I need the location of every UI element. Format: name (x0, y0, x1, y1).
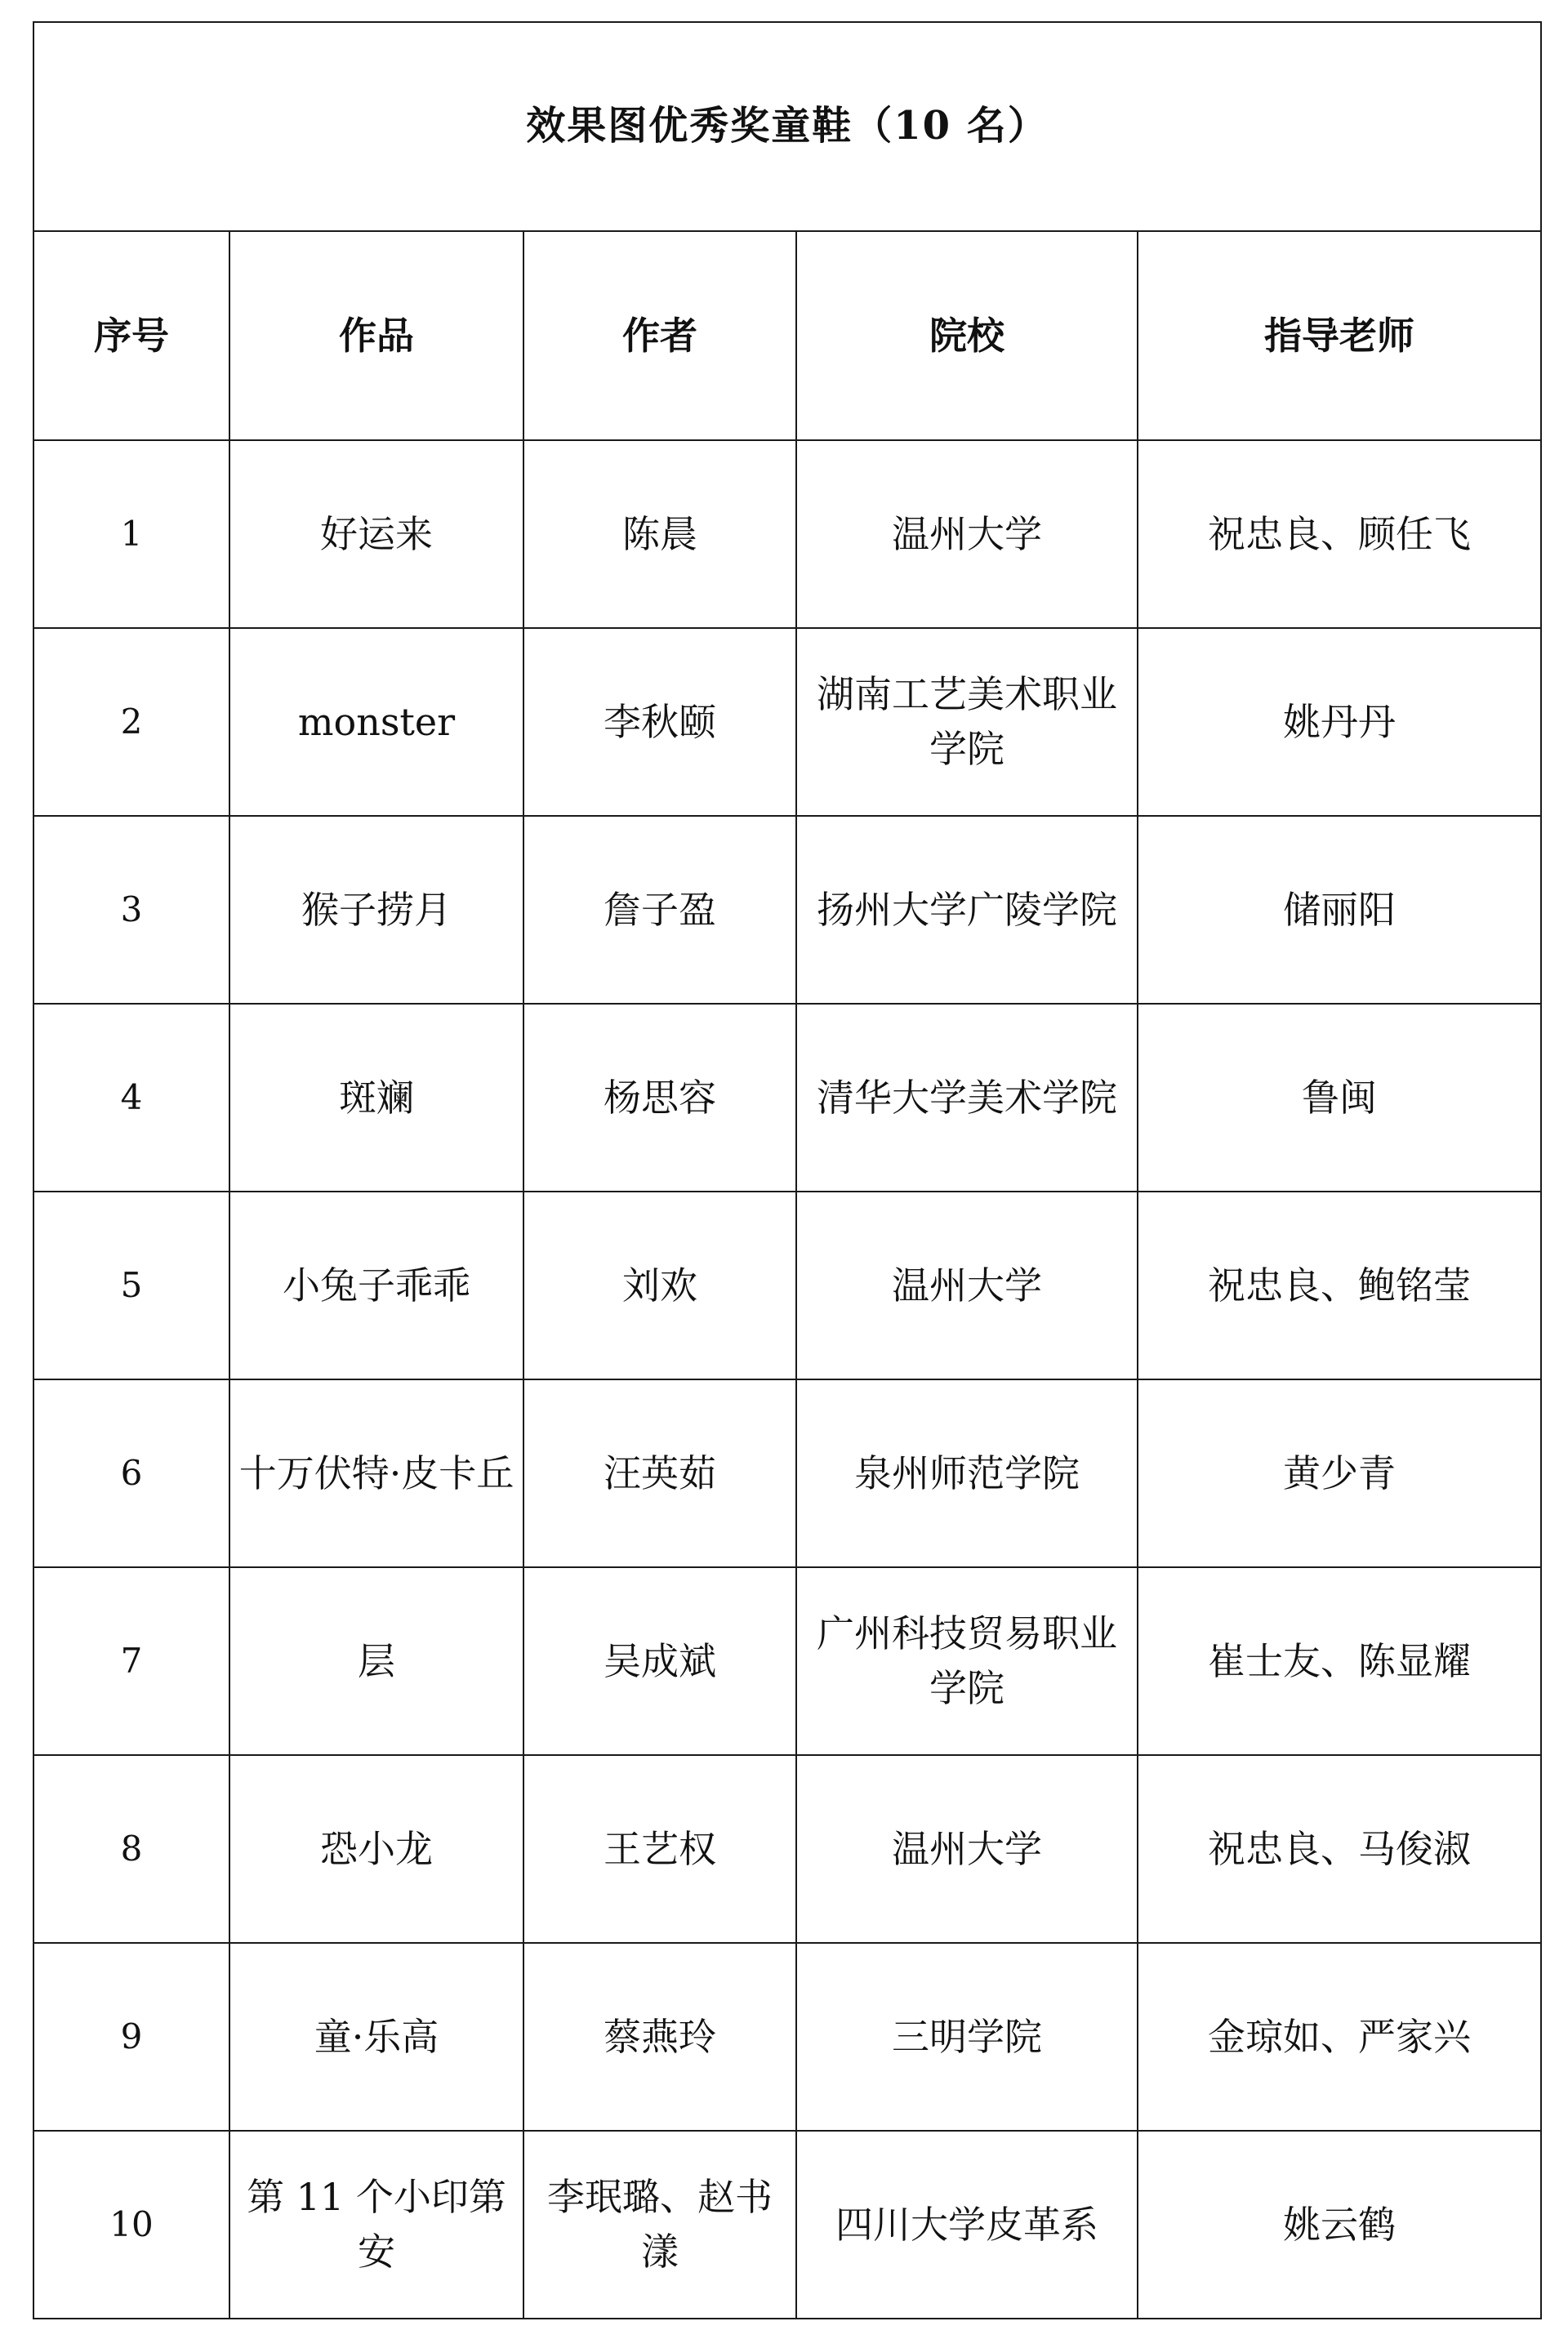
column-header-author: 作者 (523, 231, 796, 440)
cell-advisor: 祝忠良、马俊淑 (1138, 1755, 1541, 1943)
cell-no: 10 (33, 2131, 229, 2319)
cell-author: 李秋颐 (523, 628, 796, 816)
column-header-work: 作品 (229, 231, 523, 440)
cell-school: 扬州大学广陵学院 (796, 816, 1138, 1004)
cell-advisor: 崔士友、陈显耀 (1138, 1567, 1541, 1755)
cell-school: 温州大学 (796, 1192, 1138, 1379)
cell-school: 四川大学皮革系 (796, 2131, 1138, 2319)
cell-advisor: 鲁闽 (1138, 1004, 1541, 1192)
cell-author: 刘欢 (523, 1192, 796, 1379)
cell-no: 2 (33, 628, 229, 816)
table-row (33, 440, 1541, 628)
cell-work: 童·乐高 (229, 1943, 523, 2131)
cell-school: 温州大学 (796, 440, 1138, 628)
cell-no: 7 (33, 1567, 229, 1755)
cell-work: 斑斓 (229, 1004, 523, 1192)
cell-no: 1 (33, 440, 229, 628)
table-row (33, 1004, 1541, 1192)
cell-work: 小兔子乖乖 (229, 1192, 523, 1379)
cell-no: 3 (33, 816, 229, 1004)
column-header-no: 序号 (33, 231, 229, 440)
cell-work: 层 (229, 1567, 523, 1755)
cell-advisor: 祝忠良、顾任飞 (1138, 440, 1541, 628)
cell-advisor: 金琼如、严家兴 (1138, 1943, 1541, 2131)
cell-author: 李珉璐、赵书漾 (523, 2131, 796, 2319)
cell-no: 6 (33, 1379, 229, 1567)
cell-advisor: 祝忠良、鲍铭莹 (1138, 1192, 1541, 1379)
table-row (33, 1755, 1541, 1943)
cell-author: 詹子盈 (523, 816, 796, 1004)
cell-work: 第 11 个小印第安 (229, 2131, 523, 2319)
cell-advisor: 储丽阳 (1138, 816, 1541, 1004)
cell-advisor: 黄少青 (1138, 1379, 1541, 1567)
cell-work: 猴子捞月 (229, 816, 523, 1004)
table-row (33, 628, 1541, 816)
cell-work: monster (229, 628, 523, 816)
cell-school: 三明学院 (796, 1943, 1138, 2131)
cell-school: 广州科技贸易职业学院 (796, 1567, 1138, 1755)
cell-author: 陈晨 (523, 440, 796, 628)
cell-author: 蔡燕玲 (523, 1943, 796, 2131)
cell-author: 汪英茹 (523, 1379, 796, 1567)
column-header-school: 院校 (796, 231, 1138, 440)
header-row (33, 231, 1541, 440)
cell-no: 8 (33, 1755, 229, 1943)
cell-school: 清华大学美术学院 (796, 1004, 1138, 1192)
cell-advisor: 姚云鹤 (1138, 2131, 1541, 2319)
cell-work: 好运来 (229, 440, 523, 628)
column-header-advisor: 指导老师 (1138, 231, 1541, 440)
cell-school: 湖南工艺美术职业学院 (796, 628, 1138, 816)
cell-work: 恐小龙 (229, 1755, 523, 1943)
table-row (33, 816, 1541, 1004)
cell-work: 十万伏特·皮卡丘 (229, 1379, 523, 1567)
cell-author: 王艺权 (523, 1755, 796, 1943)
cell-school: 温州大学 (796, 1755, 1138, 1943)
title-row (33, 22, 1541, 231)
table-row (33, 1379, 1541, 1567)
table-row (33, 1943, 1541, 2131)
cell-no: 9 (33, 1943, 229, 2131)
cell-advisor: 姚丹丹 (1138, 628, 1541, 816)
cell-author: 杨思容 (523, 1004, 796, 1192)
cell-no: 5 (33, 1192, 229, 1379)
cell-school: 泉州师范学院 (796, 1379, 1138, 1567)
cell-no: 4 (33, 1004, 229, 1192)
table-row (33, 2131, 1541, 2319)
table-title: 效果图优秀奖童鞋（10 名） (33, 22, 1541, 231)
table-row (33, 1567, 1541, 1755)
cell-author: 吴成斌 (523, 1567, 796, 1755)
table-row (33, 1192, 1541, 1379)
award-table (33, 21, 1542, 2319)
